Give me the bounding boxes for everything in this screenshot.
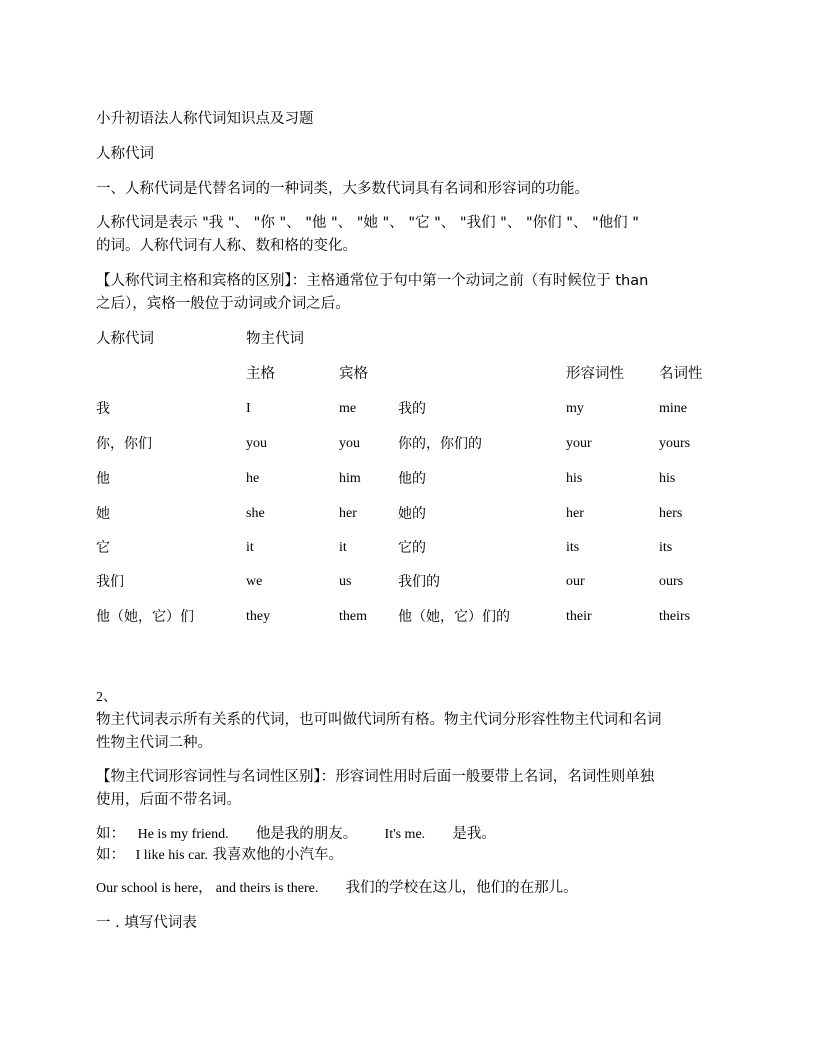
section-2-paragraph-2-line-2: 使用，后面不带名词。 xyxy=(96,792,241,808)
section-heading: 人称代词 xyxy=(96,146,154,162)
example-label: 如： xyxy=(96,847,125,863)
row-nominal: his xyxy=(659,471,676,486)
row-object: you xyxy=(339,436,360,451)
section-2-number: 2、 xyxy=(96,690,117,705)
paragraph-3-line-2: 之后），宾格一般位于动词或介词之后。 xyxy=(96,296,350,312)
row-adjectival: your xyxy=(566,436,592,451)
row-object: him xyxy=(339,471,361,486)
doc-title: 小升初语法人称代词知识点及习题 xyxy=(96,111,314,127)
example-english: He is my friend. xyxy=(137,827,229,842)
row-subject: we xyxy=(246,574,263,589)
row-nominal: hers xyxy=(659,506,683,521)
row-pronoun-cn: 他 xyxy=(96,471,110,487)
example-chinese: 我们的学校在这儿，他们的在那儿。 xyxy=(345,880,578,896)
row-adjectival: his xyxy=(566,471,583,486)
row-subject: he xyxy=(246,471,260,486)
table-header-possessive: 物主代词 xyxy=(246,331,304,347)
table-header-subject: 主格 xyxy=(246,366,275,382)
row-adjectival: their xyxy=(566,609,592,624)
row-nominal: its xyxy=(659,540,673,555)
row-subject: she xyxy=(246,506,265,521)
section-2-paragraph-2-line-1: 【物主代词形容词性与名词性区别】：形容词性用时后面一般要带上名词，名词性则单独 xyxy=(96,769,655,785)
row-pronoun-cn: 他（她，它）们 xyxy=(96,609,194,625)
example-chinese: 他是我的朋友。 xyxy=(255,826,358,842)
exercise-heading: 一 . 填写代词表 xyxy=(96,915,197,931)
row-nominal: mine xyxy=(659,401,687,416)
row-possessive-cn: 她的 xyxy=(398,506,426,522)
row-object: us xyxy=(339,574,352,589)
row-subject: you xyxy=(246,436,267,451)
paragraph-2-line-1: 人称代词是表示 "我 "、 "你 "、 "他 "、 "她 "、 "它 "、 "我们 "、 "你们 "、 "他们 " xyxy=(96,215,639,231)
row-possessive-cn: 他的 xyxy=(398,471,426,487)
row-possessive-cn: 你的，你们的 xyxy=(398,436,482,452)
row-nominal: yours xyxy=(659,436,691,451)
row-object: them xyxy=(339,609,367,624)
table-header-object: 宾格 xyxy=(339,366,368,382)
row-pronoun-cn: 我们 xyxy=(96,574,124,590)
row-pronoun-cn: 你，你们 xyxy=(96,436,152,452)
table-header-adjectival: 形容词性 xyxy=(566,366,624,382)
row-possessive-cn: 他（她，它）们的 xyxy=(398,609,510,625)
example-3 xyxy=(96,878,578,899)
paragraph-2-line-2: 的词。人称代词有人称、数和格的变化。 xyxy=(96,238,357,254)
row-object: it xyxy=(339,540,347,555)
row-nominal: theirs xyxy=(659,609,691,624)
example-label: 如： xyxy=(96,826,125,842)
example-english: It's me. xyxy=(384,827,426,842)
table-header-personal: 人称代词 xyxy=(96,331,154,347)
row-adjectival: my xyxy=(566,401,584,416)
section-2-line-1: 物主代词表示所有关系的代词，也可叫做代词所有格。物主代词分形容性物主代词和名词 xyxy=(96,712,662,728)
row-adjectival: our xyxy=(566,574,585,589)
row-possessive-cn: 我的 xyxy=(398,401,426,417)
example-chinese: 是我。 xyxy=(452,826,496,842)
table-header-nominal: 名词性 xyxy=(659,366,703,382)
row-adjectival: its xyxy=(566,540,580,555)
row-adjectival: her xyxy=(566,506,584,521)
row-pronoun-cn: 她 xyxy=(96,506,110,522)
section-2-line-2: 性物主代词二种。 xyxy=(96,735,212,751)
row-subject: it xyxy=(246,540,254,555)
example-1 xyxy=(96,824,496,845)
example-english: Our school is here， and theirs is there. xyxy=(96,881,319,896)
example-2 xyxy=(96,845,343,866)
row-possessive-cn: 它的 xyxy=(398,540,426,556)
row-nominal: ours xyxy=(659,574,684,589)
paragraph-1: 一、人称代词是代替名词的一种词类，大多数代词具有名词和形容词的功能。 xyxy=(96,181,589,197)
row-object: me xyxy=(339,401,357,416)
row-pronoun-cn: 我 xyxy=(96,401,110,417)
row-object: her xyxy=(339,506,357,521)
row-possessive-cn: 我们的 xyxy=(398,574,440,590)
row-pronoun-cn: 它 xyxy=(96,540,110,556)
example-chinese: 我喜欢他的小汽车。 xyxy=(212,847,344,863)
paragraph-3-line-1: 【人称代词主格和宾格的区别】：主格通常位于句中第一个动词之前（有时候位于 than xyxy=(96,273,649,289)
row-subject: I xyxy=(246,401,251,416)
row-subject: they xyxy=(246,609,271,624)
example-english: I like his car. xyxy=(135,848,208,863)
